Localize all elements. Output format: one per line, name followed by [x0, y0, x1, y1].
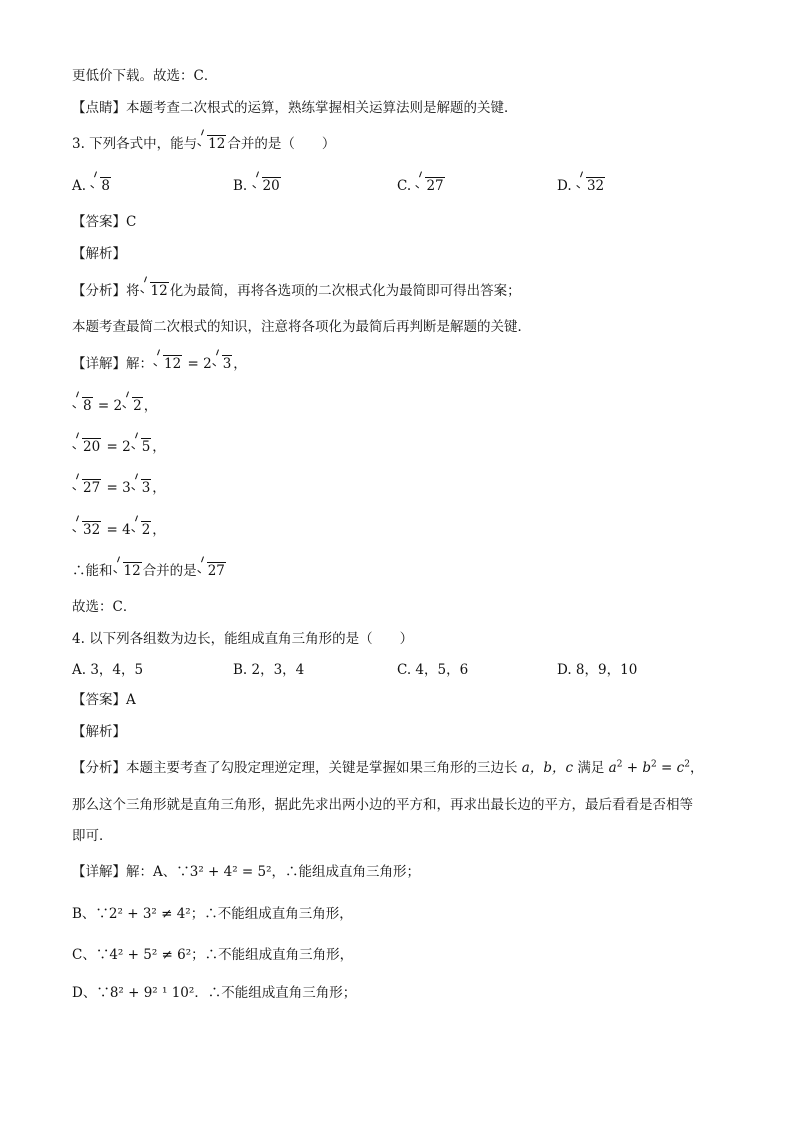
note-dianjing: 【点睛】本题考查二次根式的运算，熟练掌握相关运算法则是解题的关键．	[72, 100, 518, 116]
xiangjie-3: 【详解】解： 12 = 2 3 ，	[72, 356, 247, 372]
text-line: 更低价下载。故选：C．	[72, 68, 218, 84]
question-4: 4. 以下列各组数为边长，能组成直角三角形的是（ ）	[72, 631, 414, 647]
xiangjie-4-b: B、∵2² + 3² ≠ 4²；∴不能组成直角三角形，	[72, 906, 353, 922]
fenxi-4-line2: 那么这个三角形就是直角三角形，据此先求出两小边的平方和，再求出最长边的平方，最后看看是否相等	[72, 797, 693, 813]
option-d: D. 32	[557, 178, 605, 194]
option-b: B. 20	[233, 178, 280, 194]
note-3: 本题考查最简二次根式的知识，注意将各项化为最简后再判断是解题的关键．	[72, 319, 531, 335]
therefore-3: ∴能和 12 合并的是 27	[72, 563, 225, 579]
question-3-text: 3. 下列各式中，能与	[72, 136, 198, 152]
answer-3: 【答案】C	[72, 214, 137, 230]
fenxi-4-line3: 即可．	[72, 828, 113, 844]
step-sqrt27: 27 = 3 3 ，	[72, 478, 166, 498]
option-4d: D. 8，9，10	[557, 662, 638, 678]
xiangjie-4-c: C、∵4² + 5² ≠ 6²；∴不能组成直角三角形，	[72, 947, 354, 963]
xiangjie-4-a: 【详解】解：A、∵3² + 4² = 5²，∴能组成直角三角形；	[72, 864, 421, 880]
question-3-text-b: 合并的是（ ）	[227, 136, 336, 152]
option-4c: C. 4，5，6	[397, 662, 469, 678]
analysis-3-heading: 【解析】	[72, 246, 126, 262]
fenxi-3: 【分析】将 12 化为最简，再将各选项的二次根式化为最简即可得出答案；	[72, 283, 521, 299]
step-sqrt8: 8 = 2 2 ，	[72, 396, 157, 416]
question-3	[72, 134, 335, 154]
option-a: A. 8	[72, 178, 110, 194]
option-4b: B. 2，3，4	[233, 662, 305, 678]
xiangjie-4-d: D、∵8² + 9² ¹ 10²．∴不能组成直角三角形；	[72, 985, 357, 1001]
pythagorean-formula: $a^2 + b^2 = c^2$	[608, 759, 690, 776]
conclusion-3: 故选：C．	[72, 599, 137, 615]
step-sqrt32: 32 = 4 2 ，	[72, 520, 166, 540]
answer-4: 【答案】A	[72, 692, 136, 708]
option-c: C. 27	[397, 178, 444, 194]
sqrt-12: 12	[198, 134, 226, 154]
step-sqrt20: 20 = 2 5 ，	[72, 437, 166, 457]
option-4a: A. 3，4，5	[72, 662, 144, 678]
analysis-4-heading: 【解析】	[72, 724, 126, 740]
fenxi-4: 【分析】本题主要考查了勾股定理逆定理，关键是掌握如果三角形的三边长 a，b，c 满足 $a^2 + b^2 = c^2$，	[72, 759, 704, 776]
